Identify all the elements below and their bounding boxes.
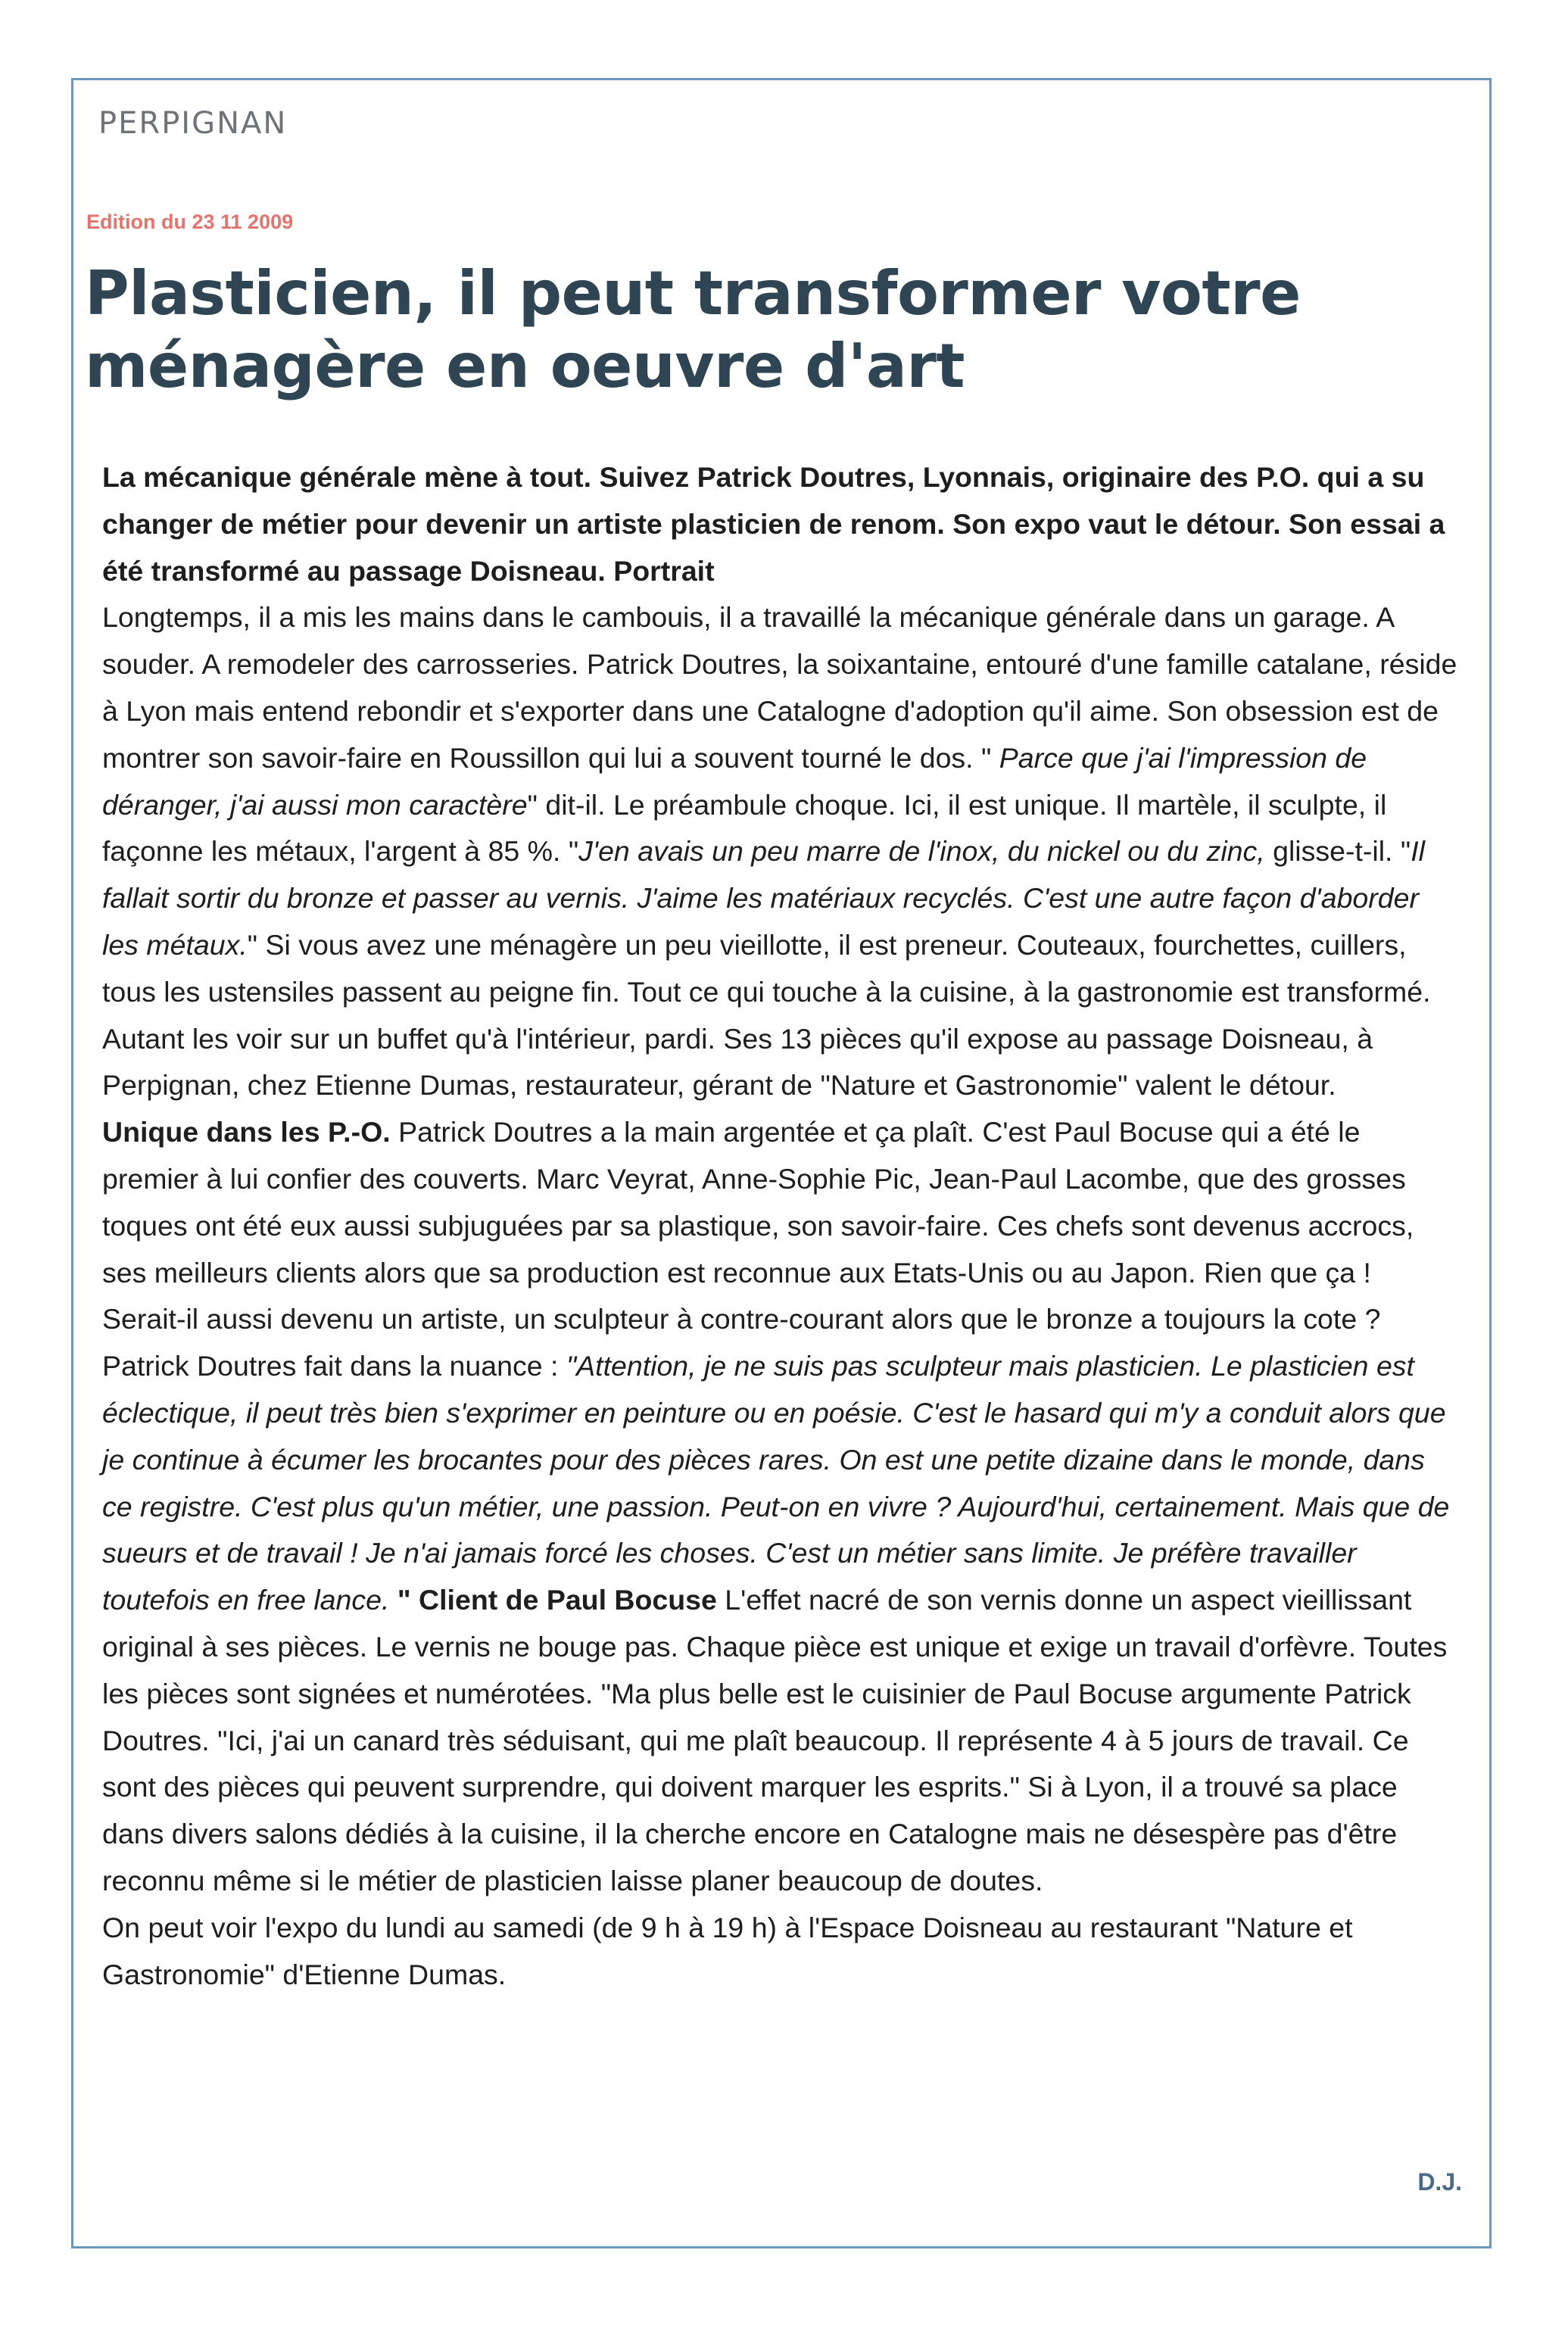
edition-date: Edition du 23 11 2009 xyxy=(86,210,294,233)
article-body xyxy=(102,454,1457,1998)
quote-3: Il fallait sortir du bronze et passer au vernis. J'aime les matériaux recyclés. C'est une autre façon d'aborder les métaux. xyxy=(102,835,1425,961)
quote-2: J'en avais un peu marre de l'inox, du nickel ou du zinc, xyxy=(578,835,1265,868)
paragraph-2-text: Patrick Doutres a la main argentée et ça plaît. C'est Paul Bocuse qui a été le premier à lui confier des couverts. Marc Veyrat, Anne-Sophie Pic, Jean-Paul Lacombe, que des grosses toques ont été eux aussi subjuguées par sa plastique, son savoir-faire. Ces chefs sont devenus accrocs, ses meilleurs clients alors que sa production est reconnue aux Etats-Unis ou au Japon. Rien que ça ! Serait-il aussi devenu un artiste, un sculpteur à contre-courant alors que le bronze a toujours la cote ? Patrick Doutres fait dans la nuance : xyxy=(102,1116,1414,1382)
article-lead: La mécanique générale mène à tout. Suivez Patrick Doutres, Lyonnais, originaire des P.O. qui a su changer de métier pour devenir un artiste plasticien de renom. Son expo vaut le détour. Son essai a été transformé au passage Doisneau. Portrait xyxy=(102,461,1445,587)
paragraph-3-text: L'effet nacré de son vernis donne un aspect vieillissant original à ses pièces. Le vernis ne bouge pas. Chaque pièce est unique et exige un travail d'orfèvre. Toutes les pièces sont signées et numérotées. "Ma plus belle est le cuisinier de Paul Bocuse argumente Patrick Doutres. "Ici, j'ai un canard très séduisant, qui me plaît beaucoup. Il représente 4 à 5 jours de travail. Ce sont des pièces qui peuvent surprendre, qui doivent marquer les esprits." Si à Lyon, il a trouvé sa place dans divers salons dédiés à la cuisine, il la cherche encore en Catalogne mais ne désespère pas d'être reconnu même si le métier de plasticien laisse planer beaucoup de doutes. xyxy=(102,1584,1448,1896)
paragraph-2 xyxy=(102,1109,1457,1905)
quote-1: Parce que j'ai l'impression de déranger, j'ai aussi mon caractère xyxy=(102,741,1367,821)
paragraph-1-text-c: glisse-t-il. " xyxy=(1264,835,1411,868)
subheading-bocuse: Client de Paul Bocuse xyxy=(419,1584,717,1616)
quote-4-close: " xyxy=(397,1584,419,1616)
paragraph-1-text-a: Longtemps, il a mis les mains dans le cambouis, il a travaillé la mécanique générale dans un garage. A souder. A remodeler des carrosseries. Patrick Doutres, la soixantaine, entouré d'une famille catalane, réside à Lyon mais entend rebondir et s'exporter dans une Catalogne d'adoption qu'il aime. Son obsession est de montrer son savoir-faire en Roussillon qui lui a souvent tourné le dos. " xyxy=(102,601,1457,774)
quote-4: "Attention, je ne suis pas sculpteur mais plasticien. Le plasticien est éclectique, il peut très bien s'exprimer en peinture ou en poésie. C'est le hasard qui m'y a conduit alors que je continue à écumer les brocantes pour des pièces rares. On est une petite dizaine dans le monde, dans ce registre. C'est plus qu'un métier, une passion. Peut-on en vivre ? Aujourd'hui, certainement. Mais que de sueurs et de travail ! Je n'ai jamais forcé les choses. C'est un métier sans limite. Je préfère travailler toutefois en free lance. xyxy=(102,1350,1450,1616)
paragraph-4: On peut voir l'expo du lundi au samedi (de 9 h à 19 h) à l'Espace Doisneau au restaurant "Nature et Gastronomie" d'Etienne Dumas. xyxy=(102,1911,1353,1990)
subheading-unique: Unique dans les P.-O. xyxy=(102,1116,391,1148)
article-headline: Plasticien, il peut transformer votre ménagère en oeuvre d'art xyxy=(85,258,1301,401)
author-signature: D.J. xyxy=(1417,2168,1462,2196)
paragraph-1-text-d: " Si vous avez une ménagère un peu vieillotte, il est preneur. Couteaux, fourchettes, cuillers, tous les ustensiles passent au peigne fin. Tout ce qui touche à la cuisine, à la gastronomie est transformé. Autant les voir sur un buffet qu'à l'intérieur, pardi. Ses 13 pièces qu'il expose au passage Doisneau, à Perpignan, chez Etienne Dumas, restaurateur, gérant de "Nature et Gastronomie" valent le détour. xyxy=(102,928,1431,1102)
paragraph-1 xyxy=(102,594,1457,1109)
section-label: PERPIGNAN xyxy=(98,106,288,141)
paragraph-1-text-b: " dit-il. Le préambule choque. Ici, il est unique. Il martèle, il sculpte, il façonne les métaux, l'argent à 85 %. " xyxy=(102,788,1387,868)
